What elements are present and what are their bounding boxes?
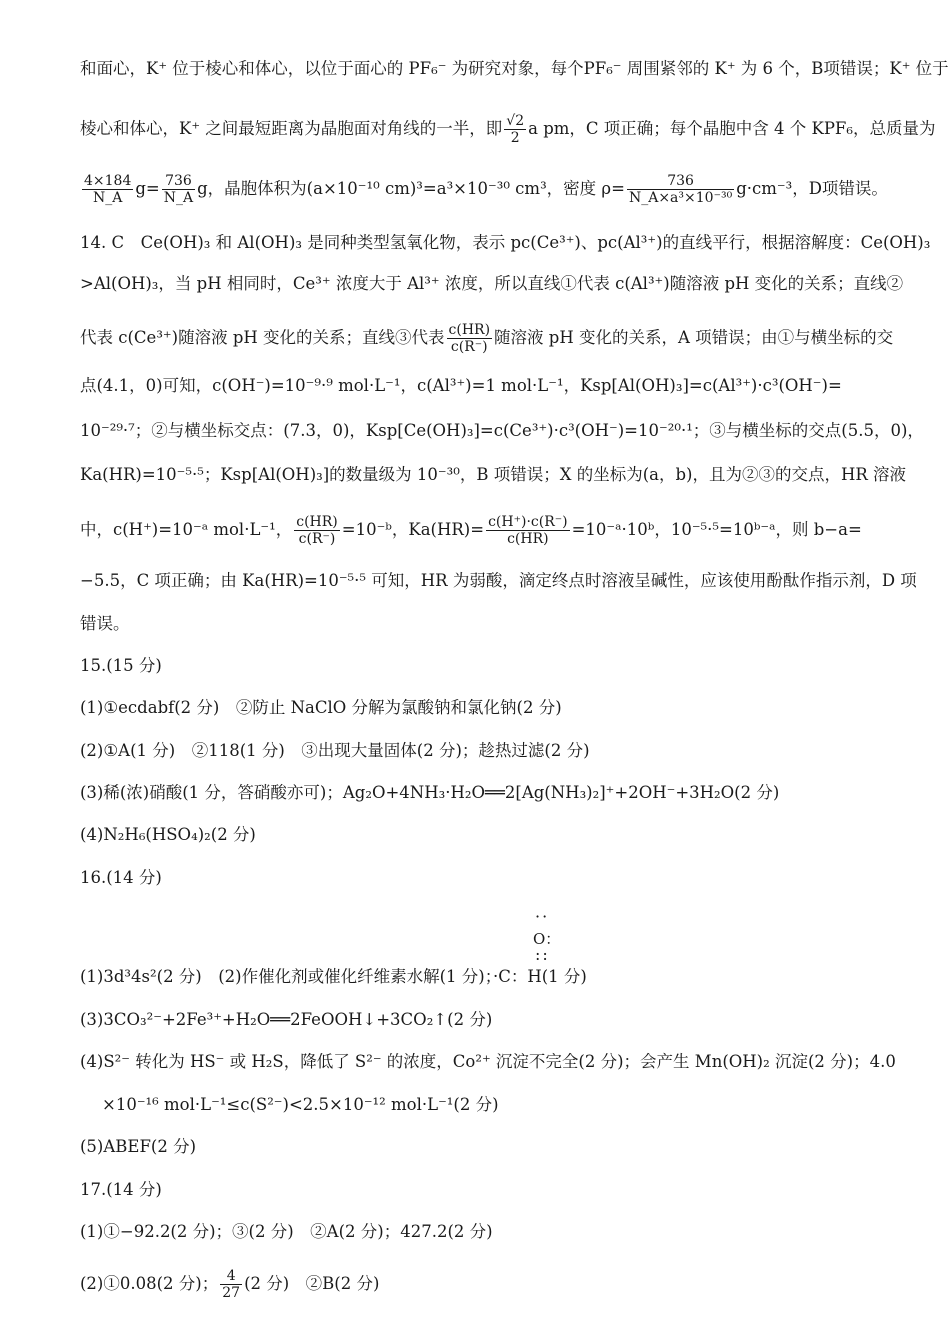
text-segment: 棱心和体心，K⁺ 之间最短距离为晶胞面对角线的一半，即 — [80, 119, 503, 138]
text-segment: 代表 c(Ce³⁺)随溶液 pH 变化的关系；直线③代表 — [80, 328, 445, 347]
answer-line: (2)①A(1 分) ②118(1 分) ③出现大量固体(2 分)；趁热过滤(2 分) — [80, 741, 590, 760]
text-segment: 中，c(H⁺)=10⁻ᵃ mol·L⁻¹， — [80, 520, 293, 539]
text-line: −5.5，C 项正确；由 Ka(HR)=10⁻⁵·⁵ 可知，HR 为弱酸，滴定终点时溶液呈碱性，应该使用酚酞作指示剂，D 项 — [80, 571, 917, 590]
answer-line: (1)①−92.2(2 分)；③(2 分) ②A(2 分)；427.2(2 分) — [80, 1222, 493, 1241]
answer-line — [80, 1268, 379, 1301]
fraction-denominator: N_A — [92, 190, 123, 206]
text-segment: 随溶液 pH 变化的关系，A 项错误；由①与横坐标的交 — [494, 328, 894, 347]
answer-line: (3)稀(浓)硝酸(1 分，答硝酸亦可)；Ag₂O+4NH₃·H₂O══2[Ag(NH₃)₂]⁺+2OH⁻+3H₂O(2 分) — [80, 783, 780, 802]
fraction — [447, 322, 493, 355]
answer-line: ×10⁻¹⁶ mol·L⁻¹≤c(S²⁻)<2.5×10⁻¹² mol·L⁻¹(2 分) — [102, 1095, 499, 1114]
text-segment: a pm，C 项正确；每个晶胞中含 4 个 KPF₆，总质量为 — [528, 119, 936, 138]
fraction — [82, 173, 133, 206]
text-line — [80, 173, 888, 206]
fraction-denominator: N_A — [163, 190, 194, 206]
text-line — [80, 113, 936, 146]
text-line — [80, 322, 893, 355]
question-14-line: 14. C Ce(OH)₃ 和 Al(OH)₃ 是同种类型氢氧化物，表示 pc(Ce³⁺)、pc(Al³⁺)的直线平行，根据溶解度：Ce(OH)₃ — [80, 233, 931, 252]
fraction-numerator: 736 — [627, 173, 734, 190]
question-15-heading: 15.(15 分) — [80, 656, 162, 675]
fraction — [486, 514, 570, 547]
answer-line: (4)N₂H₆(HSO₄)₂(2 分) — [80, 825, 256, 844]
fraction-numerator: c(H⁺)·c(R⁻) — [488, 514, 568, 530]
text-segment: (2)①0.08(2 分)； — [80, 1274, 219, 1293]
fraction-denominator: 27 — [222, 1285, 241, 1301]
answer-line: (1)3d³4s²(2 分) (2)作催化剂或催化纤维素水解(1 分)；·C：H(1 分) — [80, 967, 587, 986]
text-segment: =10⁻ᵃ·10ᵇ，10⁻⁵·⁵=10ᵇ⁻ᵃ，则 b−a= — [571, 520, 862, 539]
text-line: >Al(OH)₃，当 pH 相同时，Ce³⁺ 浓度大于 Al³⁺ 浓度，所以直线①代表 c(Al³⁺)随溶液 pH 变化的关系；直线② — [80, 274, 904, 293]
fraction-numerator: 736 — [162, 173, 195, 190]
fraction-numerator: 4 — [220, 1268, 242, 1285]
fraction-denominator: c(R⁻) — [450, 339, 488, 355]
question-17-heading: 17.(14 分) — [80, 1180, 162, 1199]
question-16-heading: 16.(14 分) — [80, 868, 162, 887]
fraction-numerator: √2 — [506, 113, 525, 129]
text-segment: (2 分) ②B(2 分) — [244, 1274, 380, 1293]
fraction-denominator: c(R⁻) — [298, 531, 336, 547]
text-segment: =10⁻ᵇ，Ka(HR)= — [341, 520, 485, 539]
lewis-oxygen: O： — [533, 930, 561, 948]
fraction — [504, 113, 526, 146]
text-line: Ka(HR)=10⁻⁵·⁵；Ksp[Al(OH)₃]的数量级为 10⁻³⁰，B 项错误；X 的坐标为(a，b)，且为②③的交点，HR 溶液 — [80, 465, 907, 484]
electron-dots: ·· — [535, 907, 550, 926]
fraction — [220, 1268, 242, 1301]
text-line: 10⁻²⁹·⁷；②与横坐标交点：(7.3，0)，Ksp[Ce(OH)₃]=c(Ce³⁺)·c³(OH⁻)=10⁻²⁰·¹；③与横坐标的交点(5.5，0)， — [80, 421, 924, 440]
fraction-numerator: c(HR) — [296, 514, 338, 530]
text-line — [80, 514, 862, 547]
fraction — [627, 173, 734, 206]
fraction-numerator: c(HR) — [448, 322, 491, 338]
text-line: 和面心，K⁺ 位于棱心和体心，以位于面心的 PF₆⁻ 为研究对象，每个PF₆⁻ 周围紧邻的 K⁺ 为 6 个，B项错误；K⁺ 位于 — [80, 59, 949, 78]
text-segment: g·cm⁻³，D项错误。 — [736, 179, 888, 198]
answer-line: (3)3CO₃²⁻+2Fe³⁺+H₂O══2FeOOH↓+3CO₂↑(2 分) — [80, 1010, 493, 1029]
fraction — [162, 173, 195, 206]
fraction-denominator: 2 — [510, 130, 520, 146]
answer-line: (1)①ecdabf(2 分) ②防止 NaClO 分解为氯酸钠和氯化钠(2 分) — [80, 698, 562, 717]
electron-dots: :: — [535, 945, 550, 964]
text-line: 错误。 — [80, 614, 130, 633]
answer-line: (4)S²⁻ 转化为 HS⁻ 或 H₂S，降低了 S²⁻ 的浓度，Co²⁺ 沉淀不完全(2 分)；会产生 Mn(OH)₂ 沉淀(2 分)；4.0 — [80, 1052, 896, 1071]
text-segment: g，晶胞体积为(a×10⁻¹⁰ cm)³=a³×10⁻³⁰ cm³，密度 ρ= — [197, 179, 625, 198]
fraction — [294, 514, 340, 547]
text-line: 点(4.1，0)可知，c(OH⁻)=10⁻⁹·⁹ mol·L⁻¹，c(Al³⁺)=1 mol·L⁻¹，Ksp[Al(OH)₃]=c(Al³⁺)·c³(OH⁻)= — [80, 376, 842, 395]
answer-line: (5)ABEF(2 分) — [80, 1137, 197, 1156]
fraction-denominator: c(HR) — [507, 531, 549, 547]
fraction-denominator: N_A×a³×10⁻³⁰ — [628, 190, 733, 206]
text-segment: g= — [135, 179, 160, 198]
fraction-numerator: 4×184 — [84, 173, 132, 189]
